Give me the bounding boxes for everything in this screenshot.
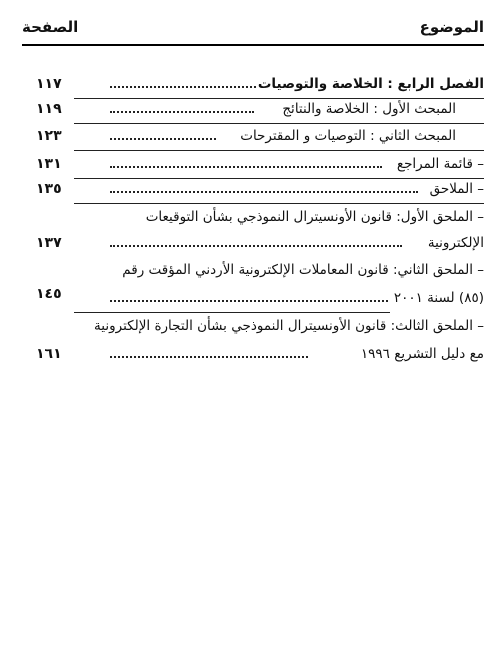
row-separator (74, 98, 484, 99)
header-rule (22, 44, 484, 46)
row-separator (74, 150, 484, 151)
toc-entry-title: المبحث الأول : الخلاصة والنتائج (282, 101, 456, 117)
topic-column-heading: الموضوع (419, 18, 484, 36)
toc-entry-page: ١٤٥ (36, 286, 62, 302)
row-separator (74, 312, 390, 313)
toc-entry[interactable] (22, 128, 484, 150)
toc-entry-title: – الملحق الأول: قانون الأونسيترال النموذجي بشأن التوقيعات (145, 209, 484, 225)
dot-leader (110, 300, 388, 302)
toc-entry-page: ١٣٥ (36, 181, 62, 197)
toc-entry-title-continued: مع دليل التشريع ١٩٩٦ (360, 346, 484, 362)
page-column-heading: الصفحة (22, 18, 79, 36)
toc-entry[interactable] (22, 209, 484, 257)
toc-entry[interactable] (22, 318, 484, 368)
dot-leader (110, 138, 216, 140)
toc-entry-title-continued: (٨٥) لسنة ٢٠٠١ (393, 290, 484, 306)
row-separator (74, 123, 484, 124)
toc-entry-page: ١٣٧ (36, 235, 62, 251)
toc-entry[interactable] (22, 101, 484, 123)
dot-leader (110, 356, 308, 358)
toc-entry[interactable] (22, 262, 484, 312)
row-separator (74, 203, 484, 204)
toc-entry-page: ١١٩ (36, 101, 62, 117)
toc-entry-title: – الملحق الثاني: قانون المعاملات الإلكترونية الأردني المؤقت رقم (122, 262, 484, 278)
toc-entry[interactable] (22, 181, 484, 203)
toc-entry-page: ١٣١ (36, 156, 62, 172)
dot-leader (110, 166, 382, 168)
row-separator (74, 178, 484, 179)
dot-leader (110, 191, 418, 193)
toc-entry-page: ١٢٣ (36, 128, 62, 144)
dot-leader (110, 86, 256, 88)
toc-entry-title: – الملاحق (429, 181, 484, 197)
toc-entry-title: المبحث الثاني : التوصيات و المقترحات (240, 128, 456, 144)
toc-entry-title: – قائمة المراجع (396, 156, 484, 172)
toc-entry-title-continued: الإلكترونية (427, 235, 484, 251)
page-header (22, 12, 484, 42)
dot-leader (110, 111, 254, 113)
toc-entry-page: ١١٧ (36, 76, 62, 92)
toc-entry-title: الفصل الرابع : الخلاصة والتوصيات (257, 76, 484, 92)
toc-entry-page: ١٦١ (36, 346, 62, 362)
toc-entry[interactable] (22, 156, 484, 178)
dot-leader (110, 245, 402, 247)
toc-entry-title: – الملحق الثالث: قانون الأونسيترال النموذجي بشأن التجارة الإلكترونية (94, 318, 484, 334)
toc-entry[interactable] (22, 76, 484, 98)
